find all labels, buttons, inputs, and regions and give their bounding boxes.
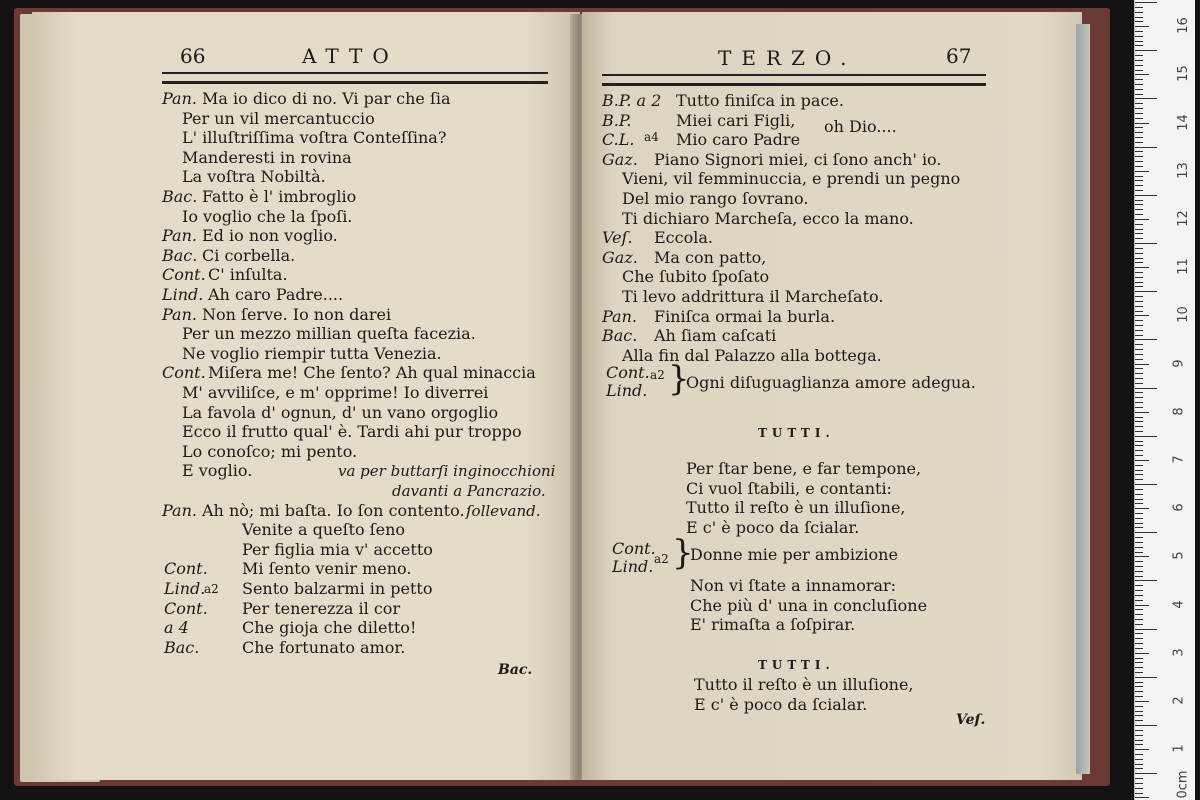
ruler-tick xyxy=(1135,445,1143,446)
right-folio: 67 xyxy=(946,44,972,68)
speaker-label: Lind. xyxy=(164,579,206,598)
ruler-tick xyxy=(1135,609,1143,610)
ruler-tick xyxy=(1135,286,1143,287)
ruler-tick xyxy=(1135,793,1143,794)
ruler-tick xyxy=(1135,561,1143,562)
ruler-tick xyxy=(1135,113,1143,114)
ruler-tick xyxy=(1135,672,1143,673)
ruler-unit: 0cm xyxy=(1175,770,1191,799)
verse-line: E c' è poco da ſcialar. xyxy=(694,695,868,714)
verse-line: Alla fin dal Palazzo alla bottega. xyxy=(622,346,882,365)
verse-line: Ci vuol ſtabili, e contanti: xyxy=(686,479,892,498)
duet1-line: Ogni diſuguaglianza amore adegua. xyxy=(686,373,976,392)
ruler-tick xyxy=(1135,643,1143,644)
ruler-tick xyxy=(1135,45,1143,46)
speaker-label: Gaz. xyxy=(602,150,638,169)
ruler-tick xyxy=(1135,523,1143,524)
ruler-tick xyxy=(1135,614,1143,615)
duet1-mark: a2 xyxy=(650,368,665,382)
ruler-tick xyxy=(1135,658,1143,659)
ruler-tick xyxy=(1135,764,1143,765)
stage-direction: va per buttarſi inginocchioni xyxy=(338,462,556,480)
ruler-tick xyxy=(1135,701,1149,702)
ruler-number: 11 xyxy=(1175,258,1191,275)
ruler-tick xyxy=(1135,132,1143,133)
ruler-tick xyxy=(1135,137,1143,138)
ruler-tick xyxy=(1135,494,1143,495)
verse-line: Piano Signori miei, ci ſono anch' io. xyxy=(654,150,942,169)
ruler-tick xyxy=(1135,585,1143,586)
ruler-tick xyxy=(1135,335,1143,336)
verse-line: Lo conoſco; mi pento. xyxy=(182,442,358,461)
ruler-tick xyxy=(1135,682,1143,683)
ruler-tick xyxy=(1135,171,1149,172)
ruler-number: 14 xyxy=(1175,114,1191,131)
oh-dio-aside: oh Dio.... xyxy=(824,117,897,136)
ruler-number: 15 xyxy=(1175,65,1191,82)
left-page xyxy=(32,12,580,780)
ruler-tick xyxy=(1135,759,1143,760)
ruler-tick xyxy=(1135,127,1143,128)
right-running-head: TERZO. xyxy=(718,46,857,70)
ruler-tick xyxy=(1135,662,1143,663)
ruler-tick xyxy=(1135,450,1143,451)
ruler-tick xyxy=(1135,595,1143,596)
duet2-brace: } xyxy=(672,533,694,573)
ruler-tick xyxy=(1135,407,1143,408)
ruler-tick xyxy=(1135,2,1157,3)
ruler-tick xyxy=(1135,311,1143,312)
ruler-tick xyxy=(1135,156,1143,157)
ruler-tick xyxy=(1135,60,1143,61)
ruler-tick xyxy=(1135,455,1143,456)
right-head-rule xyxy=(602,74,986,86)
ruler-tick xyxy=(1135,330,1143,331)
left-a2-mark: a2 xyxy=(204,582,219,596)
verse-line: Per tenerezza il cor xyxy=(242,599,401,618)
verse-line: Ah ſiam caſcati xyxy=(654,326,777,345)
ruler-tick xyxy=(1135,696,1143,697)
ruler-tick xyxy=(1135,185,1143,186)
ruler-tick xyxy=(1135,219,1149,220)
ruler-tick xyxy=(1135,629,1157,630)
verse-line: Sento balzarmi in petto xyxy=(242,579,433,598)
ruler-tick xyxy=(1135,79,1143,80)
speaker-label: Pan. xyxy=(162,89,197,108)
ruler-tick xyxy=(1135,373,1143,374)
ruler-tick xyxy=(1135,600,1143,601)
ruler-tick xyxy=(1135,552,1143,553)
ruler-tick xyxy=(1135,176,1143,177)
ruler-tick xyxy=(1135,470,1143,471)
duet2-speaker-2: Lind. xyxy=(612,557,654,576)
speaker-label: a 4 xyxy=(164,618,189,637)
ruler-number: 4 xyxy=(1171,600,1187,609)
speaker-label: Gaz. xyxy=(602,248,638,267)
ruler-number: 5 xyxy=(1171,551,1187,560)
verse-line: Io voglio che la ſpoſi. xyxy=(182,207,353,226)
ruler-tick xyxy=(1135,580,1157,581)
ruler-tick xyxy=(1135,711,1143,712)
ruler-tick xyxy=(1135,715,1143,716)
verse-line: Ah caro Padre.... xyxy=(208,285,344,304)
ruler-tick xyxy=(1135,677,1157,678)
ruler-number: 10 xyxy=(1175,306,1191,323)
verse-line: Tutto il reſto è un illuſione, xyxy=(686,498,906,517)
ruler-tick xyxy=(1135,368,1143,369)
ruler-tick xyxy=(1135,94,1143,95)
ruler-tick xyxy=(1135,788,1143,789)
speaker-label: B.P. a 2 xyxy=(602,91,662,110)
ruler-tick xyxy=(1135,272,1143,273)
ruler-tick xyxy=(1135,26,1149,27)
duet1-brace: } xyxy=(668,359,690,399)
ruler-tick xyxy=(1135,41,1143,42)
ruler-tick xyxy=(1135,200,1143,201)
ruler-tick xyxy=(1135,474,1143,475)
ruler-tick xyxy=(1135,566,1143,567)
measuring-ruler xyxy=(1134,0,1195,800)
stage-direction: davanti a Pancrazio. xyxy=(392,482,546,500)
ruler-tick xyxy=(1135,258,1143,259)
speaker-label: Pan. xyxy=(602,307,637,326)
verse-line: Eccola. xyxy=(654,228,713,247)
left-head-rule xyxy=(162,72,548,84)
speaker-label: Cont. xyxy=(162,265,206,284)
ruler-tick xyxy=(1135,421,1143,422)
speaker-label: Cont. xyxy=(164,599,208,618)
verse-line: Non vi ſtate a innamorar: xyxy=(690,576,897,595)
ruler-tick xyxy=(1135,537,1143,538)
ruler-tick xyxy=(1135,725,1157,726)
verse-line: Ne voglio riempir tutta Venezia. xyxy=(182,344,442,363)
ruler-tick xyxy=(1135,571,1143,572)
speaker-label: Pan. xyxy=(162,501,197,520)
left-catchword: Bac. xyxy=(498,662,533,678)
verse-line: Mi ſento venir meno. xyxy=(242,559,412,578)
verse-line: E' rimaſta a ſoſpirar. xyxy=(690,615,856,634)
ruler-tick xyxy=(1135,108,1143,109)
ruler-tick xyxy=(1135,339,1157,340)
ruler-tick xyxy=(1135,465,1143,466)
ruler-tick xyxy=(1135,499,1143,500)
ruler-tick xyxy=(1135,503,1143,504)
speaker-label: Veſ. xyxy=(602,228,633,247)
speaker-label: Pan. xyxy=(162,305,197,324)
speaker-label: Lind. xyxy=(162,285,204,304)
speaker-label: Cont. xyxy=(162,363,206,382)
ruler-number: 9 xyxy=(1171,359,1187,368)
page-edge xyxy=(1076,24,1090,774)
ruler-tick xyxy=(1135,730,1143,731)
verse-line: Miſera me! Che ſento? Ah qual minaccia xyxy=(208,363,536,382)
ruler-tick xyxy=(1135,354,1143,355)
ruler-tick xyxy=(1135,740,1143,741)
ruler-tick xyxy=(1135,238,1143,239)
verse-line: Mio caro Padre xyxy=(676,130,801,149)
ruler-tick xyxy=(1135,267,1149,268)
verse-line: Per un vil mercantuccio xyxy=(182,109,375,128)
speaker-label: Bac. xyxy=(162,246,198,265)
ruler-tick xyxy=(1135,12,1143,13)
ruler-tick xyxy=(1135,229,1143,230)
ruler-tick xyxy=(1135,754,1143,755)
verse-line: Venite a queſto ſeno xyxy=(242,520,405,539)
ruler-tick xyxy=(1135,282,1143,283)
verse-line: Ma con patto, xyxy=(654,248,767,267)
ruler-tick xyxy=(1135,547,1143,548)
ruler-number: 3 xyxy=(1171,648,1187,657)
ruler-tick xyxy=(1135,103,1143,104)
ruler-tick xyxy=(1135,378,1143,379)
ruler-tick xyxy=(1135,301,1143,302)
ruler-tick xyxy=(1135,392,1143,393)
left-folio: 66 xyxy=(180,44,206,68)
ruler-tick xyxy=(1135,65,1143,66)
duet2-line: Donne mie per ambizione xyxy=(690,545,898,564)
ruler-tick xyxy=(1135,638,1143,639)
verse-line: Tutto il reſto è un illuſione, xyxy=(694,675,914,694)
verse-line: Ti dichiaro Marcheſa, ecco la mano. xyxy=(622,209,914,228)
ruler-tick xyxy=(1135,17,1143,18)
ruler-number: 2 xyxy=(1171,696,1187,705)
ruler-tick xyxy=(1135,142,1143,143)
duet2-mark: a2 xyxy=(654,552,669,566)
ruler-tick xyxy=(1135,426,1143,427)
ruler-tick xyxy=(1135,31,1143,32)
ruler-tick xyxy=(1135,89,1143,90)
ruler-tick xyxy=(1135,397,1143,398)
verse-line: Non ſerve. Io non darei xyxy=(202,305,392,324)
verse-line: Ah nò; mi baſta. Io ſon contento. xyxy=(202,501,465,520)
ruler-tick xyxy=(1135,489,1143,490)
ruler-tick xyxy=(1135,50,1157,51)
verse-line: La voſtra Nobiltà. xyxy=(182,167,326,186)
ruler-tick xyxy=(1135,527,1143,528)
ruler-tick xyxy=(1135,224,1143,225)
ruler-tick xyxy=(1135,778,1143,779)
ruler-tick xyxy=(1135,576,1143,577)
tutti-heading-1: TUTTI. xyxy=(758,426,835,440)
speaker-label: B.P. xyxy=(602,111,632,130)
duet2-speaker-1: Cont. xyxy=(612,539,656,558)
ruler-tick xyxy=(1135,147,1157,148)
ruler-tick xyxy=(1135,277,1143,278)
ruler-tick xyxy=(1135,441,1143,442)
speaker-label: Cont. xyxy=(164,559,208,578)
ruler-tick xyxy=(1135,479,1143,480)
ruler-tick xyxy=(1135,484,1157,485)
ruler-tick xyxy=(1135,518,1143,519)
ruler-number: 1 xyxy=(1171,744,1187,753)
ruler-tick xyxy=(1135,118,1143,119)
ruler-tick xyxy=(1135,344,1143,345)
ruler-tick xyxy=(1135,513,1143,514)
ruler-tick xyxy=(1135,98,1157,99)
verse-line: E voglio. xyxy=(182,461,253,480)
verse-line: Ti levo addrittura il Marcheſato. xyxy=(622,287,884,306)
verse-line: Che fortunato amor. xyxy=(242,638,406,657)
ruler-tick xyxy=(1135,773,1157,774)
ruler-tick xyxy=(1135,624,1143,625)
ruler-tick xyxy=(1135,744,1143,745)
ruler-tick xyxy=(1135,253,1143,254)
verse-line: Miei cari Figli, xyxy=(676,111,796,130)
ruler-tick xyxy=(1135,21,1143,22)
ruler-number: 13 xyxy=(1175,162,1191,179)
ruler-tick xyxy=(1135,123,1149,124)
ruler-number: 8 xyxy=(1171,407,1187,416)
ruler-tick xyxy=(1135,383,1143,384)
verse-line: Ci corbella. xyxy=(202,246,296,265)
verse-line: Che più d' una in concluſione xyxy=(690,596,928,615)
ruler-number: 6 xyxy=(1171,503,1187,512)
ruler-tick xyxy=(1135,720,1143,721)
ruler-tick xyxy=(1135,349,1143,350)
ruler-tick xyxy=(1135,412,1149,413)
speaker-label: C.L. xyxy=(602,130,635,149)
ruler-tick xyxy=(1135,233,1143,234)
ruler-tick xyxy=(1135,768,1143,769)
right-a4-mark: a4 xyxy=(644,130,659,144)
duet1-speaker-1: Cont. xyxy=(606,363,650,382)
left-running-head: ATTO xyxy=(302,44,399,68)
ruler-tick xyxy=(1135,691,1143,692)
ruler-tick xyxy=(1135,204,1143,205)
ruler-tick xyxy=(1135,190,1143,191)
ruler-tick xyxy=(1135,296,1143,297)
ruler-tick xyxy=(1135,686,1143,687)
ruler-tick xyxy=(1135,151,1143,152)
verse-line: Ecco il frutto qual' è. Tardi ahi pur troppo xyxy=(182,422,522,441)
verse-line: M' avviliſce, e m' opprime! Io diverrei xyxy=(182,383,489,402)
verse-line: L' illuſtriſſima voſtra Conteſſina? xyxy=(182,128,447,147)
ruler-tick xyxy=(1135,590,1143,591)
ruler-tick xyxy=(1135,180,1143,181)
ruler-tick xyxy=(1135,667,1143,668)
ruler-tick xyxy=(1135,209,1143,210)
ruler-tick xyxy=(1135,706,1143,707)
speaker-label: Bac. xyxy=(162,187,198,206)
ruler-tick xyxy=(1135,70,1143,71)
verse-line: Del mio rango ſovrano. xyxy=(622,189,809,208)
ruler-tick xyxy=(1135,388,1157,389)
ruler-number: 7 xyxy=(1171,455,1187,464)
ruler-tick xyxy=(1135,619,1143,620)
ruler-tick xyxy=(1135,306,1143,307)
ruler-tick xyxy=(1135,436,1157,437)
ruler-tick xyxy=(1135,735,1143,736)
ruler-tick xyxy=(1135,797,1149,798)
ruler-tick xyxy=(1135,359,1143,360)
speaker-label: Pan. xyxy=(162,226,197,245)
ruler-tick xyxy=(1135,55,1143,56)
verse-line: Finiſca ormai la burla. xyxy=(654,307,836,326)
speaker-label: Bac. xyxy=(602,326,638,345)
ruler-tick xyxy=(1135,291,1157,292)
verse-line: La favola d' ognun, d' un vano orgoglio xyxy=(182,403,499,422)
verse-line: Manderesti in rovina xyxy=(182,148,352,167)
ruler-tick xyxy=(1135,195,1157,196)
ruler-tick xyxy=(1135,633,1143,634)
verse-line: Vieni, vil femminuccia, e prendi un pegno xyxy=(622,169,961,188)
ruler-tick xyxy=(1135,417,1143,418)
ruler-tick xyxy=(1135,431,1143,432)
ruler-tick xyxy=(1135,783,1143,784)
verse-line: Ed io non voglio. xyxy=(202,226,338,245)
verse-line: Che gioja che diletto! xyxy=(242,618,417,637)
ruler-tick xyxy=(1135,556,1149,557)
verse-line: Per figlia mia v' accetto xyxy=(242,540,433,559)
ruler-tick xyxy=(1135,648,1143,649)
ruler-tick xyxy=(1135,508,1149,509)
ruler-tick xyxy=(1135,402,1143,403)
ruler-tick xyxy=(1135,542,1143,543)
verse-line: Per ſtar bene, e far tempone, xyxy=(686,459,922,478)
ruler-tick xyxy=(1135,460,1149,461)
right-catchword: Veſ. xyxy=(956,712,986,728)
ruler-number: 12 xyxy=(1175,210,1191,227)
verse-line: Fatto è l' imbroglio xyxy=(202,187,357,206)
ruler-tick xyxy=(1135,161,1143,162)
ruler-tick xyxy=(1135,320,1143,321)
ruler-tick xyxy=(1135,7,1143,8)
ruler-tick xyxy=(1135,74,1149,75)
tutti-heading-2: TUTTI. xyxy=(758,658,835,672)
ruler-tick xyxy=(1135,243,1157,244)
verse-line: Ma io dico di no. Vi par che ſia xyxy=(202,89,451,108)
verse-line: C' inſulta. xyxy=(208,265,288,284)
ruler-tick xyxy=(1135,248,1143,249)
right-page xyxy=(582,12,1082,780)
speaker-label: Bac. xyxy=(164,638,200,657)
ruler-number: 16 xyxy=(1175,17,1191,34)
verse-line: Che ſubito ſpoſato xyxy=(622,267,770,286)
ruler-tick xyxy=(1135,36,1143,37)
verse-line: Per un mezzo millian queſta facezia. xyxy=(182,324,476,343)
ruler-tick xyxy=(1135,315,1149,316)
ruler-tick xyxy=(1135,84,1143,85)
ruler-tick xyxy=(1135,166,1143,167)
stage-direction: ſollevand. xyxy=(466,502,541,520)
ruler-tick xyxy=(1135,532,1157,533)
ruler-tick xyxy=(1135,214,1143,215)
ruler-tick xyxy=(1135,262,1143,263)
ruler-tick xyxy=(1135,364,1149,365)
ruler-tick xyxy=(1135,605,1149,606)
duet1-speaker-2: Lind. xyxy=(606,381,648,400)
ruler-tick xyxy=(1135,749,1149,750)
ruler-tick xyxy=(1135,653,1149,654)
verse-line: E c' è poco da ſcialar. xyxy=(686,518,860,537)
verse-line: Tutto finiſca in pace. xyxy=(676,91,844,110)
ruler-tick xyxy=(1135,325,1143,326)
